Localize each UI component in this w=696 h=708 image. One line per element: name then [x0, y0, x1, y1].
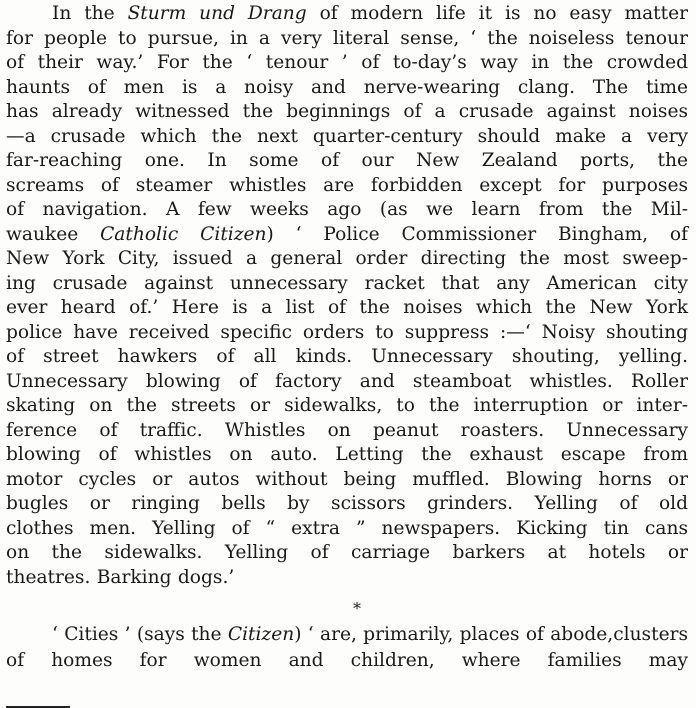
text-line: [6, 223, 688, 248]
text-line: [6, 272, 688, 297]
text-line: [6, 174, 688, 199]
text-line: [6, 27, 688, 52]
italic-title: Sturm und Drang: [127, 3, 307, 24]
text-segment: New York City, issued a general order directing the most sweep-: [6, 248, 688, 269]
text-line: [6, 149, 688, 174]
text-segment: far-reaching one. In some of our New Zealand ports, the: [6, 150, 688, 171]
article-paragraph-1: [6, 2, 688, 590]
text-line: [6, 443, 688, 468]
text-line: [6, 394, 688, 419]
text-segment: ) ‘ are, primarily, places of abode,: [294, 624, 614, 645]
text-line: [6, 100, 688, 125]
text-line: [6, 468, 688, 493]
text-line: [6, 419, 688, 444]
text-line: [6, 296, 688, 321]
text-line: [6, 51, 688, 76]
text-line: [6, 345, 688, 370]
text-segment: skating on the streets or sidewalks, to the interruption or inter-: [6, 395, 688, 416]
italic-title: Citizen: [227, 624, 295, 645]
section-separator: *: [353, 599, 361, 618]
text-segment: In the: [52, 3, 128, 24]
text-line: [6, 492, 688, 517]
text-segment: has already witnessed the beginnings of a crusade against noises: [6, 101, 688, 122]
text-line: [6, 2, 688, 27]
text-segment: bugles or ringing bells by scissors grinders. Yelling of old: [6, 493, 688, 514]
article-paragraph-2: [6, 622, 688, 674]
text-segment: police have received specific orders to suppress :—‘ Noisy shouting: [6, 321, 688, 343]
text-line: [6, 624, 613, 645]
text-line: [6, 247, 688, 272]
text-segment: of street hawkers of all kinds. Unnecessary shouting, yelling.: [6, 346, 688, 367]
text-segment: of modern life it is no easy matter: [306, 3, 689, 24]
text-segment: waukee: [6, 223, 101, 245]
text-line: [6, 76, 688, 101]
text-segment: of navigation. A few weeks ago (as we learn from the Mil-: [6, 199, 688, 220]
text-segment: ference of traffic. Whistles on peanut roasters. Unnecessary: [6, 419, 688, 441]
text-line: [6, 321, 688, 346]
text-line: [6, 198, 688, 223]
text-line: [6, 370, 688, 395]
text-segment: clothes men. Yelling of “ extra ” newspapers. Kicking tin cans: [6, 517, 688, 539]
text-segment: clusters of homes for women and children, where families may: [6, 624, 689, 671]
text-segment: of their way.’ For the ‘ tenour ’ of to-day’s way in the crowded: [6, 52, 688, 73]
text-line: [6, 566, 688, 591]
text-segment: haunts of men is a noisy and nerve-wearing clang. The time: [6, 76, 688, 98]
text-segment: Unnecessary blowing of factory and steamboat whistles. Roller: [6, 370, 688, 392]
text-segment: ing crusade against unnecessary racket that any American city: [6, 272, 688, 294]
text-segment: ‘ Cities ’ (says the: [52, 624, 228, 645]
text-segment: ) ‘ Police Commissioner Bingham, of: [266, 223, 688, 245]
text-segment: motor cycles or autos without being muffled. Blowing horns or: [6, 468, 688, 490]
text-segment: theatres. Barking dogs.’: [6, 566, 235, 588]
text-line: [6, 125, 688, 150]
text-segment: for people to pursue, in a very literal sense, ‘ the noiseless tenour: [6, 27, 688, 49]
text-segment: ever heard of.’ Here is a list of the noises which the New York: [6, 297, 688, 318]
text-segment: screams of steamer whistles are forbidden except for purposes: [6, 174, 688, 196]
text-segment: blowing of whistles on auto. Letting the exhaust escape from: [6, 444, 688, 465]
italic-title: Catholic Citizen: [100, 223, 267, 245]
text-line: [6, 541, 688, 566]
text-line: [6, 517, 688, 542]
text-segment: on the sidewalks. Yelling of carriage barkers at hotels or: [6, 542, 688, 563]
text-segment: —a crusade which the next quarter-century should make a very: [6, 125, 688, 147]
